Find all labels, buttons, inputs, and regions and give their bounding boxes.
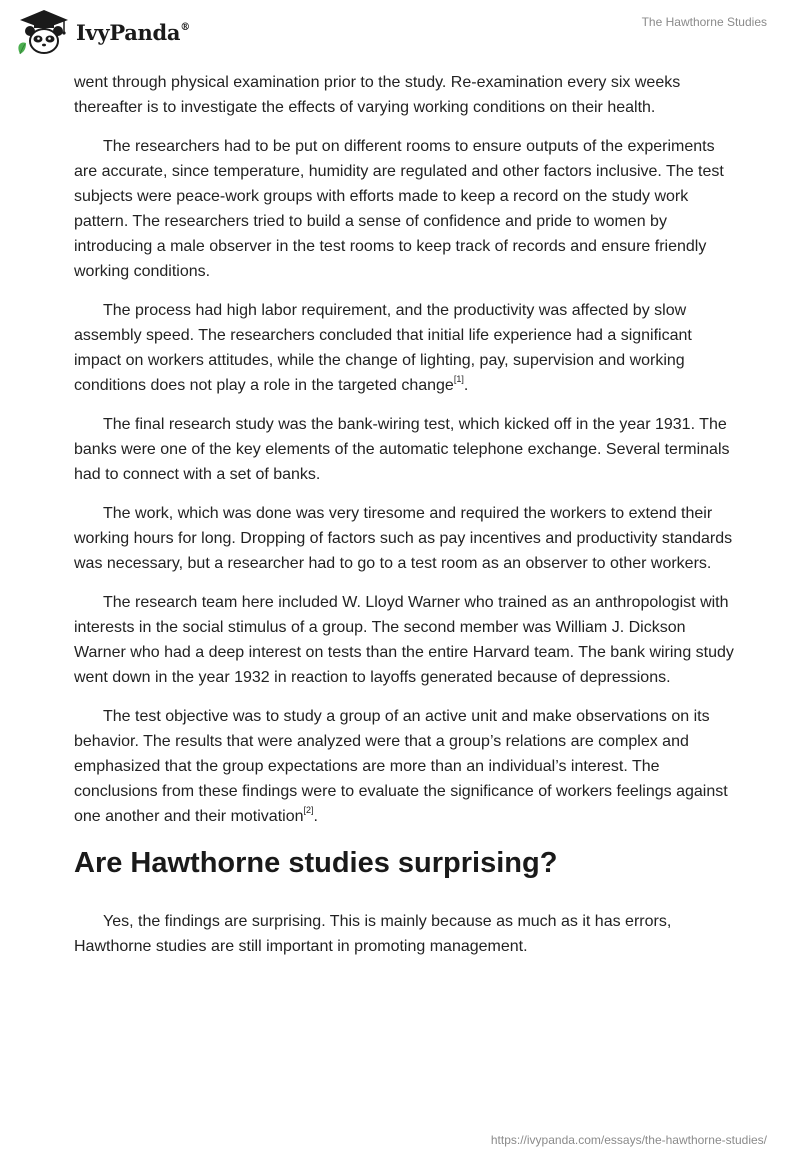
paragraph-text: The process had high labor requirement, and the productivity was affected by slow assembly speed. The researchers concluded that initial life experience had a significant impact on workers attitudes, while the change of lighting, pay, supervision and working conditions does not play a role in the targeted change xyxy=(74,302,692,394)
paragraph-group xyxy=(74,70,734,829)
paragraph-group xyxy=(74,909,734,959)
paragraph-text: went through physical examination prior to the study. Re-examination every six weeks thereafter is to investigate the effects of varying working conditions on their health. xyxy=(74,74,681,116)
paragraph-text: The work, which was done was very tiresome and required the workers to extend their working hours for long. Dropping of factors such as pay incentives and productivity standards was necessary, but a researcher had to go to a test room as an observer to other workers. xyxy=(74,505,733,572)
paragraph-text: The researchers had to be put on different rooms to ensure outputs of the experiments are accurate, since temperature, humidity are regulated and other factors inclusive. The test subjects were peace-work groups with efforts made to keep a record on the study work pattern. The researchers tried to build a sense of confidence and pride to women by introducing a male observer in the test rooms to keep track of records and ensure friendly working conditions. xyxy=(74,138,724,280)
source-url[interactable]: https://ivypanda.com/essays/the-hawthorne-studies/ xyxy=(490,1133,767,1147)
paragraph xyxy=(74,590,734,690)
paragraph-text: Yes, the findings are surprising. This is mainly because as much as it has errors, Hawthorne studies are still important in promoting management. xyxy=(74,913,672,955)
paragraph-text: The research team here included W. Lloyd Warner who trained as an anthropologist with interests in the social stimulus of a group. The second member was William J. Dickson Warner who had a deep interest on tests than the entire Harvard team. The bank wiring study went down in the year 1932 in reaction to layoffs generated because of depressions. xyxy=(74,594,734,686)
paragraph xyxy=(74,298,734,398)
citation-reference[interactable]: [1] xyxy=(453,373,464,384)
paragraph xyxy=(74,704,734,829)
panda-graduate-icon xyxy=(14,8,74,58)
paragraph xyxy=(74,134,734,284)
page-header xyxy=(0,0,800,64)
paragraph-text: The final research study was the bank-wiring test, which kicked off in the year 1931. The banks were one of the key elements of the automatic telephone exchange. Several terminals had to connect with a set of banks. xyxy=(74,416,730,483)
paragraph xyxy=(74,909,734,959)
paragraph xyxy=(74,70,734,120)
registered-mark: ® xyxy=(180,21,190,33)
paragraph xyxy=(74,412,734,487)
paragraph-text: The test objective was to study a group of an active unit and make observations on its behavior. The results that were analyzed were that a group’s relations are complex and emphasized that the group expectations are more than an individual’s interest. The conclusions from these findings were to evaluate the significance of workers feelings against one another and their motivation xyxy=(74,708,728,825)
brand-name: IvyPanda® xyxy=(76,19,190,45)
document-title: The Hawthorne Studies xyxy=(641,15,767,29)
essay-body xyxy=(74,70,734,973)
section-heading: Are Hawthorne studies surprising? xyxy=(74,847,558,879)
paragraph-tail: . xyxy=(463,377,469,394)
paragraph xyxy=(74,501,734,576)
brand-logo[interactable] xyxy=(14,8,190,58)
paragraph-tail: . xyxy=(313,808,318,825)
citation-reference[interactable]: [2] xyxy=(303,804,314,815)
